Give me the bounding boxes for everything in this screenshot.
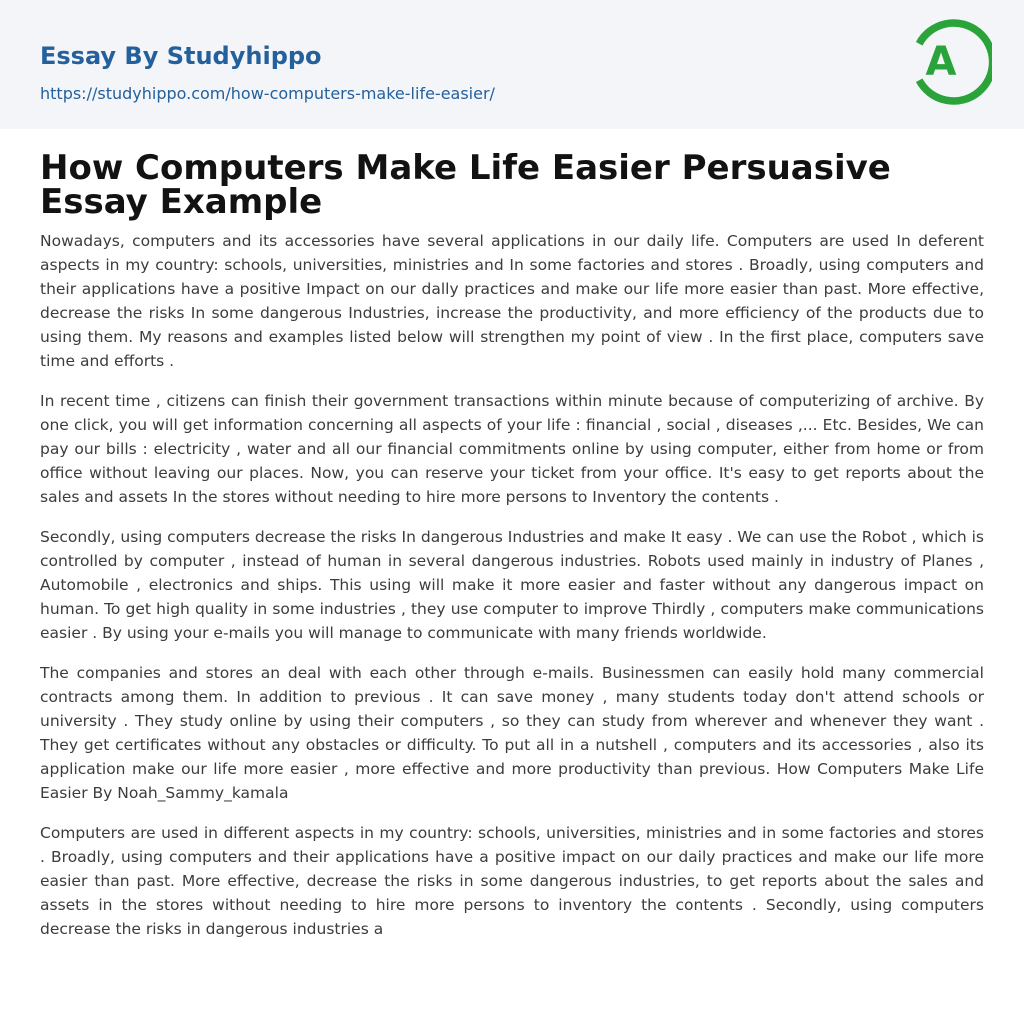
essay-paragraph: Nowadays, computers and its accessories have several applications in our daily life. Computers are used In deferent aspects in my country: schools, universities, ministries and In some factories and stores . Broadly, using computers and their applications have a positive Impact on our dally practices and make our life more easier than past. More effective, decrease the risks In some dangerous Industries, increase the productivity, and more efficiency of the products due to using them. My reasons and examples listed below will strengthen my point of view . In the first place, computers save time and efforts . <box>40 232 984 370</box>
logo-letter: A <box>925 39 957 85</box>
essay-paragraph: Computers are used in different aspects in my country: schools, universities, ministries and in some factories and stores . Broadly, using computers and their applications have a positive impact on our daily practices and make our life more easier than past. More effective, decrease the risks in some dangerous industries, to get reports about the sales and assets in the stores without needing to hire more persons to inventory the contents . Secondly, using computers decrease the risks in dangerous industries a <box>40 824 984 938</box>
essay-title: How Computers Make Life Easier Persuasive Essay Example <box>40 148 891 222</box>
site-brand[interactable]: Essay By Studyhippo <box>40 42 322 70</box>
essay-paragraph: The companies and stores an deal with each other through e-mails. Businessmen can easily hold many commercial contracts among them. In addition to previous . It can save money , many students today don't attend schools or university . They study online by using their computers , so they can study from wherever and whenever they want . They get certificates without any obstacles or difficulty. To put all in a nutshell , computers and its accessories , also its application make our life more easier , more effective and more productivity than previous. How Computers Make Life Easier By Noah_Sammy_kamala <box>40 664 984 802</box>
essay-url-link[interactable]: https://studyhippo.com/how-computers-make-life-easier/ <box>40 84 495 103</box>
studyhippo-logo-icon[interactable] <box>904 17 992 107</box>
site-header <box>0 0 1024 129</box>
essay-body <box>40 229 984 957</box>
essay-paragraph: In recent time , citizens can finish their government transactions within minute because of computerizing of archive. By one click, you will get information concerning all aspects of your life : financial , social , diseases ,... Etc. Besides, We can pay our bills : electricity , water and all our financial commitments online by using computer, either from home or from office without leaving our places. Now, you can reserve your ticket from your office. It's easy to get reports about the sales and assets In the stores without needing to hire more persons to Inventory the contents . <box>40 392 984 506</box>
essay-paragraph: Secondly, using computers decrease the risks In dangerous Industries and make It easy . We can use the Robot , which is controlled by computer , instead of human in several dangerous industries. Robots used mainly in industry of Planes , Automobile , electronics and ships. This using will make it more easier and faster without any dangerous impact on human. To get high quality in some industries , they use computer to improve Thirdly , computers make communications easier . By using your e-mails you will manage to communicate with many friends worldwide. <box>40 528 984 642</box>
